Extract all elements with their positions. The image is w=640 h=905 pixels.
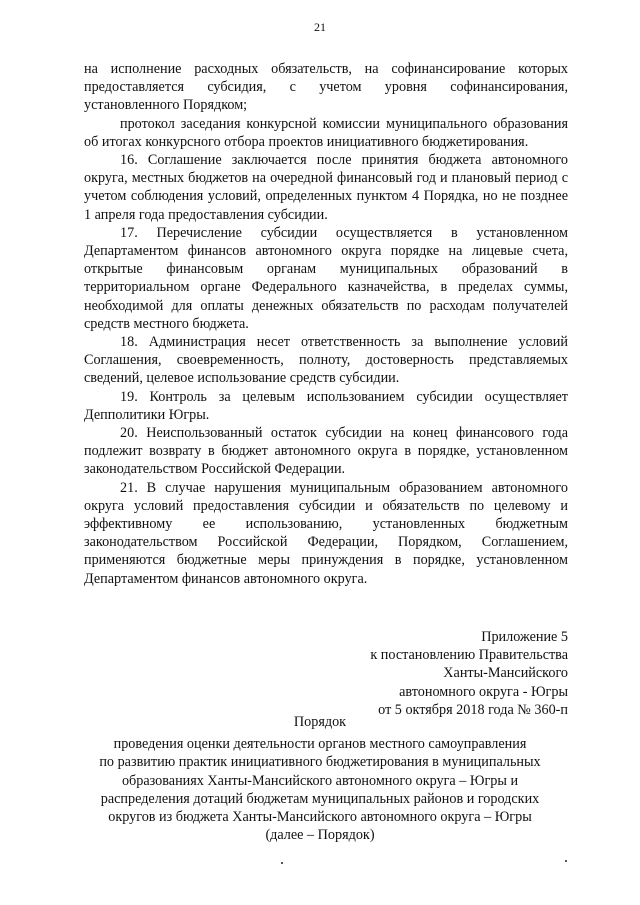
paragraph: 18. Администрация несет ответственность за выполнение условий Соглашения, своевременность, полноту, достоверность представляемых сведений, целевое использование средств субсидии.	[84, 334, 568, 387]
title-line: проведения оценки деятельности органов местного самоуправления	[113, 736, 527, 753]
title-line: по развитию практик инициативного бюджетирования в муниципальных	[99, 754, 541, 771]
scan-speck	[281, 862, 283, 864]
paragraph: 17. Перечисление субсидии осуществляется в установленном Департаментом финансов автономного округа порядке на лицевые счета, открытые финансовым органам муниципальных образований в территориальном органе Федерального казначейства, в пределах суммы, необходимой для оплаты денежных обязательств по расходам получателей средств местного бюджета.	[84, 224, 568, 332]
appendix-line: Приложение 5	[481, 629, 568, 645]
appendix-line: к постановлению Правительства	[370, 647, 568, 664]
paragraph: протокол заседания конкурсной комиссии муниципального образования об итогах конкурсного отбора проектов инициативного бюджетирования.	[84, 115, 568, 150]
appendix-line: от 5 октября 2018 года № 360-п	[378, 701, 568, 718]
document-title: Порядок	[293, 714, 347, 730]
paragraph: 20. Неиспользованный остаток субсидии на конец финансового года подлежит возврату в бюджет автономного округа в порядке, установленном законодательством Российской Федерации.	[84, 425, 568, 478]
paragraph: 16. Соглашение заключается после принятия бюджета автономного округа, местных бюджетов на очередной финансовый год и плановый период с учетом соблюдения условий, определенных пунктом 4 Порядка, но не позднее 1 апреля года предоставления субсидии.	[84, 152, 568, 223]
body-text	[84, 60, 568, 588]
title-line: (далее – Порядок)	[265, 827, 375, 844]
appendix-line: Ханты-Мансийского	[443, 665, 568, 682]
title-line: образованиях Ханты-Мансийского автономного округа – Югры и	[121, 772, 519, 789]
paragraph: на исполнение расходных обязательств, на софинансирование которых предоставляется субсидия, с учетом уровня софинансирования, установленного Порядком;	[84, 61, 568, 114]
title-line: округов из бюджета Ханты-Мансийского автономного округа – Югры	[108, 809, 532, 826]
page-number: 21	[314, 20, 326, 34]
document-title-block	[60, 713, 580, 844]
appendix-reference	[248, 628, 568, 719]
title-line: распределения дотаций бюджетам муниципальных районов и городских	[100, 790, 540, 807]
paragraph: 21. В случае нарушения муниципальным образованием автономного округа условий предоставления субсидии и обязательств по целевому и эффективному ее использованию, установленных бюджетным законодательством Российской Федерации, Порядком, Соглашением, применяются бюджетные меры принуждения в порядке, установленном Департаментом финансов автономного округа.	[84, 479, 568, 587]
appendix-line: автономного округа - Югры	[399, 683, 568, 700]
paragraph: 19. Контроль за целевым использованием субсидии осуществляет Депполитики Югры.	[84, 388, 568, 423]
scan-speck	[565, 860, 567, 862]
